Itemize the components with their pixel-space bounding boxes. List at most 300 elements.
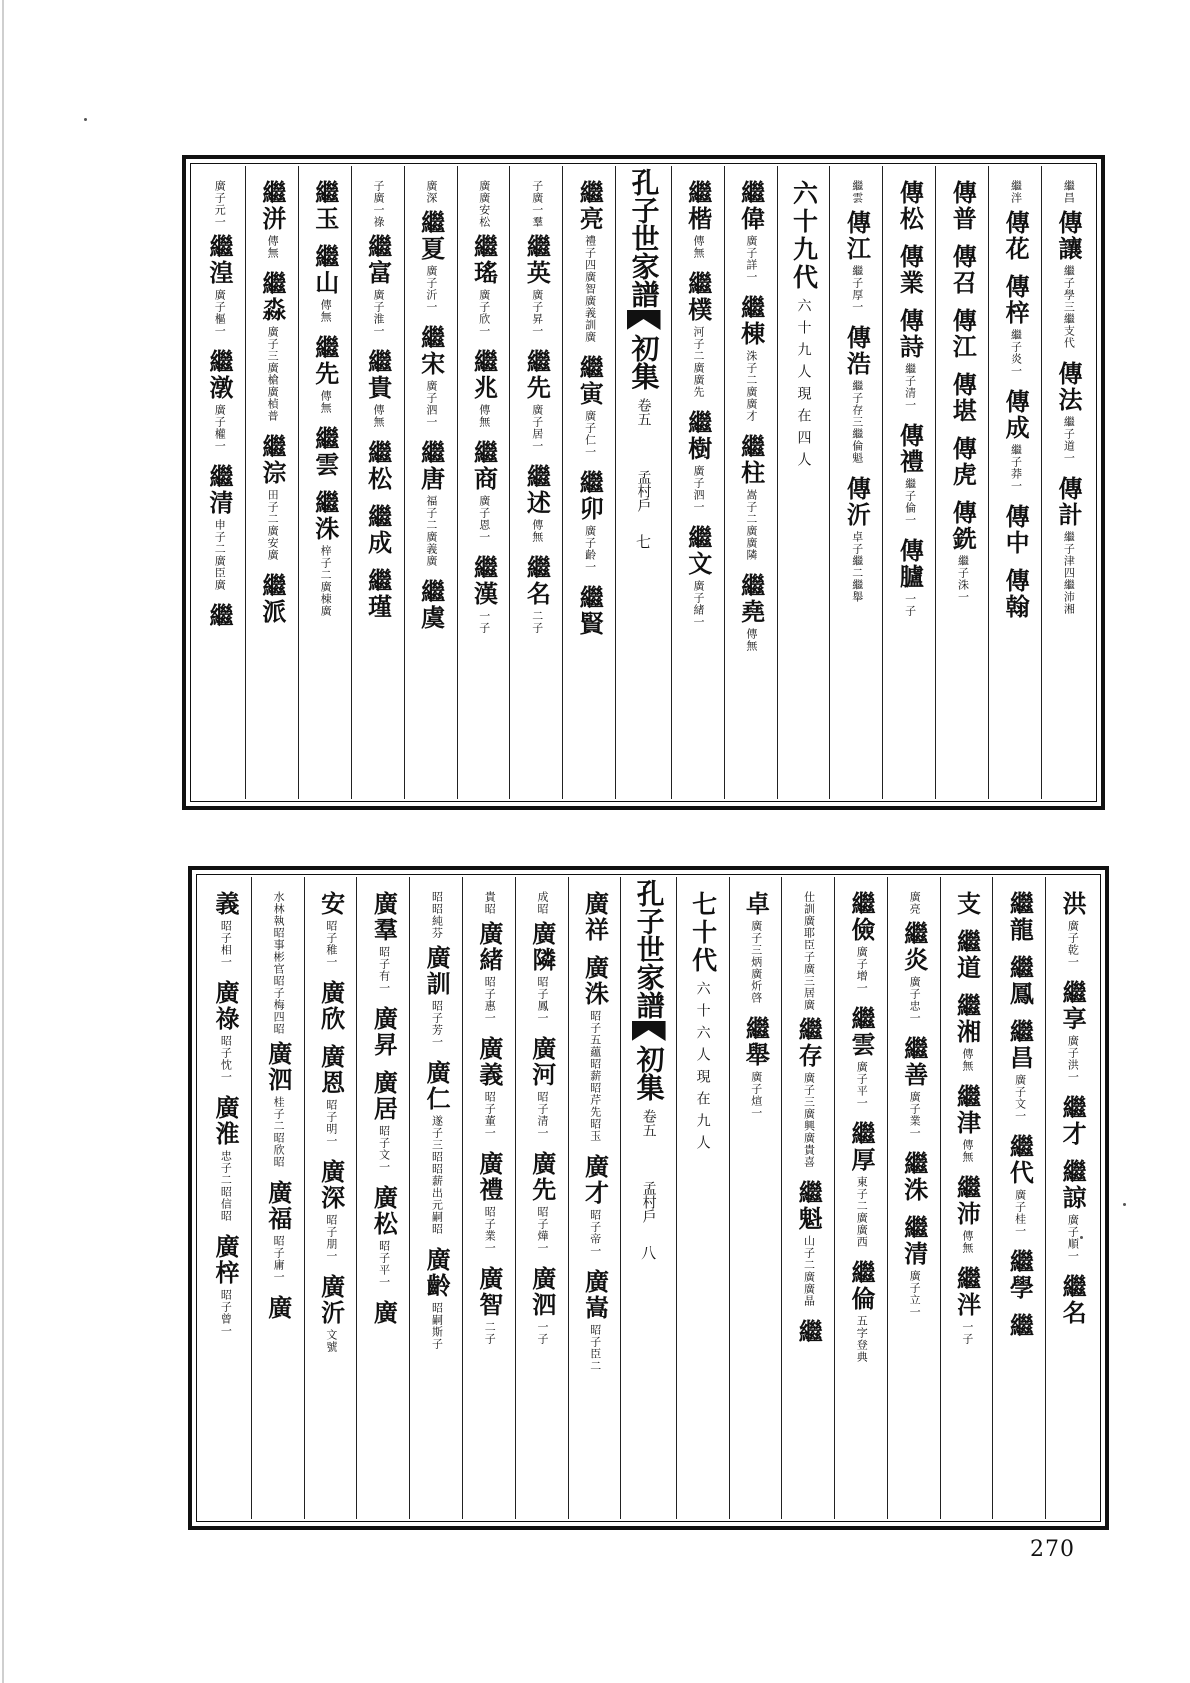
person-name: 繼寅 [575, 355, 605, 407]
descendant-note: 廣子洪一 [1066, 1035, 1080, 1083]
descendant-note: 廣子權一 [213, 404, 227, 452]
lineage-column [404, 166, 457, 799]
descendant-note: 廣子淮一 [371, 289, 385, 337]
volume-label: 卷五 [640, 1109, 657, 1137]
person-name: 繼樸 [683, 271, 713, 323]
lineage-column [992, 877, 1045, 1519]
descendant-note: 禮子四廣智廣義訓廣 [583, 235, 597, 343]
lineage-column [829, 166, 882, 799]
person-entry [899, 1151, 929, 1203]
person-entry [204, 464, 234, 591]
descendant-note: 廣子泗一 [692, 465, 706, 513]
person-entry [316, 1044, 346, 1147]
person-name: 傳梓 [1001, 274, 1031, 326]
continuation-note: 廣亮 [908, 891, 922, 915]
person-entry [363, 568, 393, 620]
descendant-note: 繼子炎一 [1009, 329, 1023, 377]
person-entry [522, 180, 552, 337]
person-entry [1001, 504, 1031, 556]
person-entry [952, 1175, 982, 1254]
person-name: 繼魁 [794, 1180, 824, 1232]
lineage-column [351, 166, 404, 799]
person-name: 繼漢 [469, 555, 499, 607]
descendant-note: 廣子齡一 [583, 525, 597, 573]
continuation-note: 水林執昭事彬官昭子梅四昭 [272, 891, 286, 1035]
descendant-note: 昭子忱一 [219, 1035, 233, 1083]
descendant-note: 廣子昇一 [530, 289, 544, 337]
person-name: 繼厚 [846, 1121, 876, 1173]
continuation-note: 子廣一羣 [530, 180, 544, 228]
paper-speck [1080, 1236, 1083, 1239]
person-entry [899, 891, 929, 1024]
person-entry [952, 1084, 982, 1163]
person-name: 廣嵩 [580, 1269, 610, 1321]
continuation-note: 繼雲 [850, 180, 864, 204]
descendant-note: 昭子五藴昭薪昭芹先昭玉 [588, 1010, 602, 1142]
person-name: 繼雲 [310, 426, 340, 478]
person-name: 傳松 [895, 180, 925, 232]
paper-speck [84, 118, 87, 121]
person-name: 安 [316, 891, 346, 917]
person-name: 繼道 [952, 929, 982, 981]
person-name: 廣淮 [211, 1095, 241, 1147]
descendant-note: 廣子三廣興廣貴喜 [802, 1072, 816, 1168]
collection-label: 初集 [632, 1045, 666, 1101]
person-name: 繼洙 [899, 1151, 929, 1203]
person-entry [469, 440, 499, 543]
person-entry [257, 573, 287, 625]
continuation-note: 繼泮 [1009, 180, 1023, 204]
generation-count: 六十九人現在四人 [795, 298, 812, 474]
household-label: 孟村戶 [635, 470, 652, 512]
person-entry [257, 434, 287, 561]
descendant-note: 昭子董一 [483, 1091, 497, 1139]
generation-heading: 七十代 [688, 891, 718, 975]
person-entry [948, 244, 978, 296]
person-name: 廣欣 [316, 980, 346, 1032]
person-entry [369, 1070, 399, 1173]
descendant-note: 廣子忠一 [908, 976, 922, 1024]
person-entry [842, 180, 872, 313]
person-entry [580, 1269, 610, 1372]
descendant-note: 卓子繼二繼舉 [850, 531, 864, 603]
person-name: 繼商 [469, 440, 499, 492]
person-entry [474, 1266, 504, 1345]
descendant-note: 一子 [536, 1321, 550, 1345]
person-name: 繼山 [310, 244, 340, 296]
descendant-note: 五字登典 [855, 1315, 869, 1363]
person-entry [575, 355, 605, 458]
person-entry [895, 538, 925, 617]
person-entry [1058, 1274, 1088, 1326]
lineage-column [298, 166, 351, 799]
descendant-note: 二子 [530, 610, 544, 634]
person-name: 傳業 [895, 244, 925, 296]
person-name: 繼昌 [1005, 1019, 1035, 1071]
descendant-note: 一子 [903, 593, 917, 617]
folio-number: 八 [639, 1245, 658, 1260]
descendant-note: 河子二廣廣先 [692, 326, 706, 398]
person-entry [1058, 891, 1088, 968]
person-entry [363, 349, 393, 428]
person-entry [1005, 1019, 1035, 1122]
descendant-note: 繼子清一 [903, 363, 917, 411]
person-entry [363, 180, 393, 337]
person-entry [741, 891, 771, 1004]
person-entry [899, 1036, 929, 1139]
person-entry [846, 1121, 876, 1248]
person-name: 繼述 [522, 464, 552, 516]
person-entry [522, 464, 552, 543]
descendant-note: 山子二廣廣晶 [802, 1235, 816, 1307]
person-name: 廣羣 [369, 891, 399, 943]
person-name: 傳翰 [1001, 568, 1031, 620]
descendant-note: 洙子二廣廣才 [744, 350, 758, 422]
person-name: 繼諒 [1058, 1159, 1088, 1211]
descendant-note: 廣子順一 [1066, 1214, 1080, 1262]
person-entry [736, 573, 766, 652]
fishtail-mark [632, 1021, 666, 1041]
person-name: 繼 [204, 603, 234, 629]
fishtail-mark [627, 310, 661, 330]
title-column [620, 877, 675, 1519]
person-name: 廣隣 [527, 921, 557, 973]
descendant-note: 昭子惠一 [483, 976, 497, 1024]
lineage-column [1045, 877, 1098, 1519]
person-name: 繼炎 [899, 921, 929, 973]
descendant-note: 昭子朋一 [324, 1214, 338, 1262]
person-entry [1005, 1249, 1035, 1301]
lineage-column [671, 166, 724, 799]
person-entry [948, 180, 978, 232]
descendant-note: 昭子帝一 [588, 1209, 602, 1257]
person-name: 繼名 [1058, 1274, 1088, 1326]
person-entry [1005, 1134, 1035, 1237]
person-name: 傳花 [1001, 210, 1031, 262]
person-entry [474, 1151, 504, 1254]
person-name: 繼沛 [952, 1175, 982, 1227]
descendant-note: 一子 [960, 1321, 974, 1345]
person-name: 繼洙 [310, 490, 340, 542]
descendant-note: 昭子有一 [377, 946, 391, 994]
person-name: 繼名 [522, 555, 552, 607]
person-name: 廣河 [527, 1036, 557, 1088]
person-name: 廣先 [527, 1151, 557, 1203]
person-name: 繼儉 [846, 891, 876, 943]
person-entry [416, 579, 446, 631]
person-name: 廣恩 [316, 1044, 346, 1096]
descendant-note: 傳無 [744, 628, 758, 652]
person-entry [469, 349, 499, 428]
collection-label: 初集 [627, 334, 661, 390]
person-entry [1054, 476, 1084, 615]
person-entry [580, 1154, 610, 1257]
descendant-note: 廣子樞一 [213, 289, 227, 337]
person-name: 廣義 [474, 1036, 504, 1088]
person-name: 繼泮 [952, 1266, 982, 1318]
person-entry [741, 1016, 771, 1119]
person-entry [842, 325, 872, 464]
descendant-note: 昭子清一 [536, 1091, 550, 1139]
person-name: 卓 [741, 891, 771, 917]
generation-column [676, 877, 729, 1519]
continuation-note: 廣子元一 [213, 180, 227, 228]
descendant-note: 傳無 [319, 390, 333, 414]
person-name: 繼雲 [846, 1006, 876, 1058]
person-entry [846, 1260, 876, 1363]
person-entry [952, 1266, 982, 1345]
person-entry [422, 1247, 452, 1350]
person-entry [316, 1159, 346, 1262]
person-entry [895, 423, 925, 526]
person-entry [794, 891, 824, 1168]
person-entry [952, 891, 982, 917]
person-entry [580, 955, 610, 1142]
person-entry [204, 603, 234, 629]
person-name: 傳虎 [948, 436, 978, 488]
left-gutter-line [2, 0, 4, 1683]
person-entry [211, 980, 241, 1083]
title-column [615, 166, 671, 799]
lineage-column [409, 877, 462, 1519]
person-name: 廣梓 [211, 1234, 241, 1286]
descendant-note: 昭子業一 [483, 1206, 497, 1254]
person-entry [1005, 1313, 1035, 1339]
continuation-note: 成昭 [536, 891, 550, 915]
person-entry [1001, 180, 1031, 262]
lineage-column [724, 166, 777, 799]
descendant-note: 傳無 [477, 404, 491, 428]
person-name: 繼享 [1058, 980, 1088, 1032]
person-name: 繼柱 [736, 434, 766, 486]
person-entry [469, 180, 499, 337]
person-entry [204, 180, 234, 337]
descendant-note: 傳無 [960, 1139, 974, 1163]
descendant-note: 傳無 [960, 1230, 974, 1254]
continuation-note: 廣深 [424, 180, 438, 204]
person-name: 傳普 [948, 180, 978, 232]
descendant-note: 梓子二廣棟廣 [319, 545, 333, 617]
descendant-note: 傳無 [371, 404, 385, 428]
descendant-note: 傳無 [530, 519, 544, 543]
person-entry [211, 1095, 241, 1222]
person-name: 支 [952, 891, 982, 917]
household-label: 孟村戶 [640, 1181, 657, 1223]
person-entry [846, 1006, 876, 1109]
person-entry [948, 308, 978, 360]
person-entry [948, 372, 978, 424]
person-name: 廣居 [369, 1070, 399, 1122]
person-name: 傳浩 [842, 325, 872, 377]
lineage-column [1041, 166, 1094, 799]
person-entry [316, 1274, 346, 1353]
person-name: 繼唐 [416, 440, 446, 492]
folio-number: 七 [634, 534, 652, 549]
lineage-column [245, 166, 298, 799]
person-entry [204, 349, 234, 452]
person-entry [310, 244, 340, 323]
person-entry [310, 335, 340, 414]
person-entry [363, 440, 393, 492]
person-name: 洪 [1058, 891, 1088, 917]
descendant-note: 廣子緒一 [692, 580, 706, 628]
person-name: 廣 [263, 1295, 293, 1321]
person-name: 廣 [369, 1300, 399, 1326]
person-name: 義 [211, 891, 241, 917]
descendant-note: 昭嗣斯子 [430, 1302, 444, 1350]
person-entry [369, 1185, 399, 1288]
person-entry [263, 1180, 293, 1283]
panel-bottom-columns [199, 877, 1098, 1519]
genealogy-panel-bottom [188, 866, 1109, 1530]
person-entry [422, 1060, 452, 1235]
person-name: 繼才 [1058, 1095, 1088, 1147]
person-entry [575, 470, 605, 573]
person-name: 繼津 [952, 1084, 982, 1136]
person-name: 繼棟 [736, 295, 766, 347]
person-entry [1058, 1159, 1088, 1262]
person-name: 繼潡 [204, 349, 234, 401]
person-name: 繼堯 [736, 573, 766, 625]
lineage-column [940, 877, 993, 1519]
descendant-note: 繼子倫一 [903, 478, 917, 526]
lineage-column [887, 877, 940, 1519]
person-entry [1005, 891, 1035, 943]
person-name: 廣才 [580, 1154, 610, 1206]
person-entry [310, 180, 340, 232]
person-name: 廣齡 [422, 1247, 452, 1299]
descendant-note: 昭子稚一 [324, 920, 338, 968]
descendant-note: 廣子文一 [1013, 1074, 1027, 1122]
person-entry [794, 1319, 824, 1345]
person-name: 傳江 [842, 210, 872, 262]
person-entry [310, 426, 340, 478]
person-name: 繼先 [522, 349, 552, 401]
person-name: 廣昇 [369, 1006, 399, 1058]
person-entry [736, 434, 766, 561]
lineage-column [457, 166, 510, 799]
person-entry [316, 980, 346, 1032]
person-name: 繼舉 [741, 1016, 771, 1068]
person-name: 繼文 [683, 525, 713, 577]
descendant-note: 繼子厚一 [850, 265, 864, 313]
person-name: 傳召 [948, 244, 978, 296]
person-entry [522, 349, 552, 452]
descendant-note: 昭子平一 [377, 1240, 391, 1288]
person-name: 傳銑 [948, 500, 978, 552]
descendant-note: 繼子道一 [1062, 416, 1076, 464]
person-name: 繼松 [363, 440, 393, 492]
descendant-note: 一子 [477, 610, 491, 634]
person-entry [369, 1300, 399, 1326]
person-name: 傳江 [948, 308, 978, 360]
person-entry [794, 1180, 824, 1307]
person-entry [1001, 568, 1031, 620]
descendant-note: 傳無 [692, 235, 706, 259]
person-entry [527, 1036, 557, 1139]
person-name: 繼倫 [846, 1260, 876, 1312]
descendant-note: 東子二廣廣西 [855, 1176, 869, 1248]
person-name: 繼 [1005, 1313, 1035, 1339]
person-entry [527, 1151, 557, 1254]
person-name: 繼樹 [683, 410, 713, 462]
person-name: 繼虞 [416, 579, 446, 631]
person-entry [257, 271, 287, 422]
person-entry [952, 929, 982, 981]
descendant-note: 廣子欣一 [477, 289, 491, 337]
descendant-note: 傳無 [960, 1048, 974, 1072]
descendant-note: 廣子仁一 [583, 410, 597, 458]
lineage-column [882, 166, 935, 799]
person-entry [474, 1036, 504, 1139]
descendant-note: 廣子詳一 [744, 235, 758, 283]
person-entry [416, 180, 446, 313]
descendant-note: 繼子津四繼沛湘 [1062, 531, 1076, 615]
descendant-note: 繼子學三繼支代 [1062, 265, 1076, 349]
person-name: 傳臚 [895, 538, 925, 590]
lineage-column [304, 877, 357, 1519]
person-name: 繼亮 [575, 180, 605, 232]
descendant-note: 昭子相一 [219, 920, 233, 968]
person-name: 傳計 [1054, 476, 1084, 528]
descendant-note: 繼子存三繼倫魁 [850, 380, 864, 464]
descendant-note: 昭子鳳一 [536, 976, 550, 1024]
person-entry [952, 993, 982, 1072]
person-name: 繼兆 [469, 349, 499, 401]
descendant-note: 傳無 [266, 235, 280, 259]
person-name: 繼派 [257, 573, 287, 625]
lineage-column [462, 877, 515, 1519]
person-entry [1054, 361, 1084, 464]
person-entry [369, 891, 399, 994]
person-name: 繼夏 [416, 210, 446, 262]
person-entry [474, 891, 504, 1024]
continuation-note: 子廣一祿 [371, 180, 385, 228]
person-name: 廣沂 [316, 1274, 346, 1326]
person-name: 傳詩 [895, 308, 925, 360]
person-name: 廣智 [474, 1266, 504, 1318]
panel-top-columns [193, 166, 1094, 799]
person-name: 繼清 [204, 464, 234, 516]
person-name: 傳法 [1054, 361, 1084, 413]
person-entry [948, 436, 978, 488]
person-entry [1005, 955, 1035, 1007]
person-entry [310, 490, 340, 617]
person-entry [416, 440, 446, 567]
person-entry [263, 891, 293, 1168]
genealogy-title: 孔子世家譜 [627, 168, 661, 308]
generation-count: 六十六人現在九人 [694, 981, 711, 1157]
person-entry [1054, 180, 1084, 349]
person-entry [527, 1266, 557, 1345]
person-entry [422, 891, 452, 1048]
person-name: 繼存 [794, 1017, 824, 1069]
genealogy-panel-top [182, 155, 1105, 810]
lineage-column [356, 877, 409, 1519]
person-name: 繼瑤 [469, 234, 499, 286]
page-number: 270 [1030, 1537, 1075, 1562]
person-name: 廣禮 [474, 1151, 504, 1203]
person-entry [948, 500, 978, 603]
generation-heading: 六十九代 [789, 180, 819, 292]
person-entry [895, 244, 925, 296]
person-name: 廣訓 [422, 945, 452, 997]
person-name: 繼鳳 [1005, 955, 1035, 1007]
lineage-column [515, 877, 568, 1519]
descendant-note: 繼子洙一 [956, 555, 970, 603]
person-name: 廣仁 [422, 1060, 452, 1112]
person-entry [211, 891, 241, 968]
